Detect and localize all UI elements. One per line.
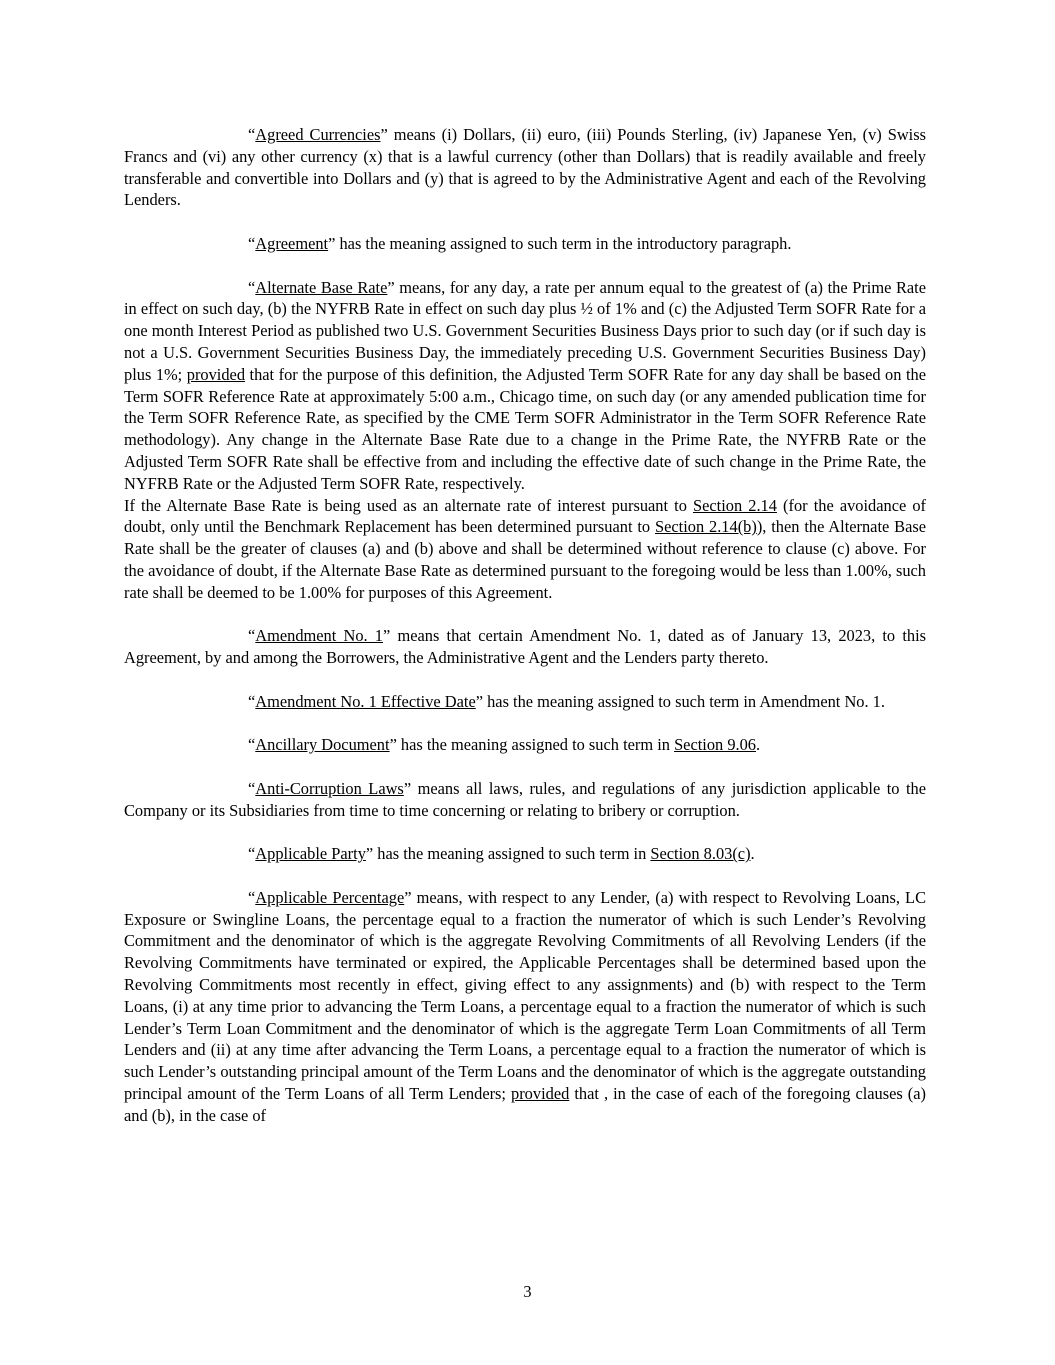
section-reference: Section 8.03(c)	[650, 844, 751, 864]
definition-alternate-base-rate: “Alternate Base Rate” means, for any day, a rate per annum equal to the greatest of (a) the Prime Rate in effect on such day, (b) the NYFRB Rate in effect on such day plus ½ of 1% and (c) the Adjusted Term SOFR Rate for a one month Interest Period as published two U.S. Government Securities Business Days prior to such day (or if such day is not a U.S. Government Securities Business Day, the immediately preceding U.S. Government Securities Business Day) plus 1%; provided that for the purpose of this definition, the Adjusted Term SOFR Rate for any day shall be based on the Term SOFR Reference Rate at approximately 5:00 a.m., Chicago time, on such day (or any amended publication time for the Term SOFR Reference Rate, as specified by the CME Term SOFR Administrator in the Term SOFR Reference Rate methodology). Any change in the Alternate Base Rate due to a change in the Prime Rate, the NYFRB Rate or the Adjusted Term SOFR Rate shall be effective from and including the effective date of such change in the Prime Rate, the NYFRB Rate or the Adjusted Term SOFR Rate, respectively. If the Alternate Base Rate is being used as an alternate rate of interest pursuant to Section 2.14 (for the avoidance of doubt, only until the Benchmark Replacement has been determined pursuant to Section 2.14(b)), then the Alternate Base Rate shall be the greater of clauses (a) and (b) above and shall be determined without reference to clause (c) above. For the avoidance of doubt, if the Alternate Base Rate as determined pursuant to the foregoing would be less than 1.00%, such rate shall be deemed to be 1.00% for purposes of this Agreement.	[124, 277, 927, 602]
definition-text: ” means all laws, rules, and regulations of any jurisdiction applicable to the Company or its Subsidiaries from time to time concerning or relating to bribery or corruption.	[124, 778, 926, 820]
defined-term: Amendment No. 1 Effective Date	[255, 691, 476, 711]
defined-term: Alternate Base Rate	[255, 277, 388, 297]
section-reference: Section 2.14	[693, 495, 777, 515]
definition-agreed-currencies: “Agreed Currencies” means (i) Dollars, (ii) euro, (iii) Pounds Sterling, (iv) Japanese Yen, (v) Swiss Francs and (vi) any other currency (x) that is a lawful currency (other than Dollars) that is readily available and freely transferable and convertible into Dollars and (y) that is agreed to by the Administrative Agent and each of the Revolving Lenders.	[124, 125, 926, 210]
definition-text: ” means that certain Amendment No. 1, dated as of January 13, 2023, to this Agreement, by and among the Borrowers, the Administrative Agent and the Lenders party thereto.	[124, 626, 926, 668]
definition-ancillary-document: “Ancillary Document” has the meaning assigned to such term in Section 9.06.	[248, 735, 761, 755]
page-body	[124, 124, 926, 1148]
definition-text: that for the purpose of this definition, the Adjusted Term SOFR Rate for any day shall be based on the Term SOFR Reference Rate at approximately 5:00 a.m., Chicago time, on such day (or any amended publication time for the Term SOFR Reference Rate, as specified by the CME Term SOFR Administrator in the Term SOFR Reference Rate methodology). Any change in the Alternate Base Rate due to a change in the Prime Rate, the NYFRB Rate or the Adjusted Term SOFR Rate shall be effective from and including the effective date of such change in the Prime Rate, the NYFRB Rate or the Adjusted Term SOFR Rate, respectively.	[124, 364, 926, 493]
defined-term: Ancillary Document	[255, 735, 390, 755]
defined-term: Applicable Percentage	[255, 887, 405, 907]
defined-term: Amendment No. 1	[255, 626, 383, 646]
definition-applicable-party: “Applicable Party” has the meaning assigned to such term in Section 8.03(c).	[248, 844, 755, 864]
definition-applicable-percentage: “Applicable Percentage” means, with respect to any Lender, (a) with respect to Revolving Loans, LC Exposure or Swingline Loans, the percentage equal to a fraction the numerator of which is such Lender’s Revolving Commitment and the denominator of which is the aggregate Revolving Commitments of all Revolving Lenders (if the Revolving Commitments have terminated or expired, the Applicable Percentages shall be determined based upon the Revolving Commitments most recently in effect, giving effect to any assignments) and (b) with respect to the Term Loans, (i) at any time prior to advancing the Term Loans, a percentage equal to a fraction the numerator of which is such Lender’s Term Loan Commitment and the denominator of which is the aggregate Term Loan Commitments of all Term Lenders and (ii) at any time after advancing the Term Loans, a percentage equal to a fraction the numerator of which is such Lender’s outstanding principal amount of the Term Loans and the denominator of which is the aggregate outstanding principal amount of the Term Loans of all Term Lenders; provided that , in the case of each of the foregoing clauses (a) and (b), in the case of	[124, 887, 927, 1125]
definition-anti-corruption-laws: “Anti-Corruption Laws” means all laws, rules, and regulations of any jurisdiction applicable to the Company or its Subsidiaries from time to time concerning or relating to bribery or corruption.	[124, 778, 926, 820]
page-number: 3	[523, 1282, 532, 1301]
definition-text: ), then the Alternate Base Rate shall be the greater of clauses (a) and (b) above and shall be determined without reference to clause (c) above. For the avoidance of doubt, if the Alternate Base Rate as determined pursuant to the foregoing would be less than 1.00%, such rate shall be deemed to be 1.00% for purposes of this Agreement.	[124, 517, 927, 602]
definition-text: ” means, with respect to any Lender, (a) with respect to Revolving Loans, LC Exposure or Swingline Loans, the percentage equal to a fraction the numerator of which is such Lender’s Revolving Commitment and the denominator of which is the aggregate Revolving Commitments of all Revolving Lenders (if the Revolving Commitments have terminated or expired, the Applicable Percentages shall be determined based upon the Revolving Commitments most recently in effect, giving effect to any assignments) and (b) with respect to the Term Loans, (i) at any time prior to advancing the Term Loans, a percentage equal to a fraction the numerator of which is such Lender’s Term Loan Commitment and the denominator of which is the aggregate Term Loan Commitments of all Term Lenders and (ii) at any time after advancing the Term Loans, a percentage equal to a fraction the numerator of which is such Lender’s outstanding principal amount of the Term Loans and the denominator of which is the aggregate outstanding principal amount of the Term Loans of all Term Lenders;	[124, 887, 926, 1104]
defined-term: Agreement	[255, 233, 329, 253]
definition-text: that , in the case of each of the foregoing clauses (a) and (b), in the case of	[124, 1084, 927, 1125]
definition-text: If the Alternate Base Rate is being used as an alternate rate of interest pursuant to	[124, 495, 693, 515]
provided-term: provided	[511, 1084, 570, 1104]
definition-text: .	[756, 735, 761, 755]
definition-text: ” has the meaning assigned to such term in the introductory paragraph.	[328, 233, 792, 253]
definition-text: ” means (i) Dollars, (ii) euro, (iii) Pounds Sterling, (iv) Japanese Yen, (v) Swiss Francs and (vi) any other currency (x) that is a lawful currency (other than Dollars) that is readily available and freely transferable and convertible into Dollars and (y) that is agreed to by the Administrative Agent and each of the Revolving Lenders.	[124, 125, 926, 210]
provided-term: provided	[186, 364, 246, 384]
definition-amendment-no-1-effective-date: “Amendment No. 1 Effective Date” has the meaning assigned to such term in Amendment No. 1.	[248, 691, 885, 711]
definition-agreement: “Agreement” has the meaning assigned to such term in the introductory paragraph.	[248, 233, 792, 253]
definition-text: ” means, for any day, a rate per annum equal to the greatest of (a) the Prime Rate in effect on such day, (b) the NYFRB Rate in effect on such day plus ½ of 1% and (c) the Adjusted Term SOFR Rate for a one month Interest Period as published two U.S. Government Securities Business Days prior to such day (or if such day is not a U.S. Government Securities Business Day, the immediately preceding U.S. Government Securities Business Day) plus 1%;	[124, 277, 927, 384]
definition-text: ” has the meaning assigned to such term in	[365, 844, 651, 864]
definition-text: ” has the meaning assigned to such term in	[389, 735, 675, 755]
definition-amendment-no-1: “Amendment No. 1” means that certain Amendment No. 1, dated as of January 13, 2023, to this Agreement, by and among the Borrowers, the Administrative Agent and the Lenders party thereto.	[124, 626, 926, 668]
definition-text: (for the avoidance of doubt, only until the Benchmark Replacement has been determined pursuant to	[124, 495, 927, 537]
definition-text: ” has the meaning assigned to such term in Amendment No. 1.	[475, 691, 885, 711]
defined-term: Agreed Currencies	[255, 125, 381, 144]
section-reference: Section 2.14(b)	[654, 517, 757, 537]
section-reference: Section 9.06	[674, 735, 757, 755]
definition-text: .	[750, 844, 755, 864]
defined-term: Applicable Party	[255, 844, 366, 864]
defined-term: Anti-Corruption Laws	[255, 778, 404, 798]
